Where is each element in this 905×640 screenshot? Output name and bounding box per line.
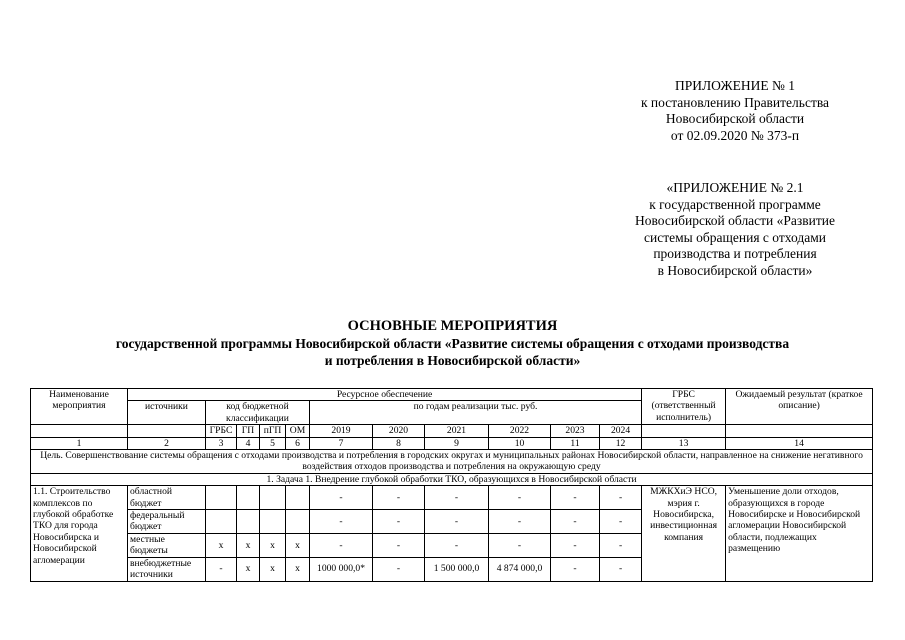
budget-code-cell	[286, 510, 310, 534]
appendix-1-line: от 02.09.2020 № 373-п	[670, 127, 800, 143]
column-number: 3	[206, 437, 237, 449]
appendix-1-line: Новосибирской области	[665, 111, 805, 126]
column-number: 6	[286, 437, 310, 449]
header-code-om: ОМ	[286, 425, 310, 437]
amount-cell: -	[600, 557, 642, 581]
budget-code-cell: х	[286, 533, 310, 557]
activity-executor: МЖКХиЭ НСО, мэрия г. Новосибирска, инвестиционная компания	[642, 486, 726, 581]
column-number: 1	[31, 437, 128, 449]
header-result: Ожидаемый результат (краткое описание)	[726, 389, 873, 425]
amount-cell: -	[551, 533, 600, 557]
appendix-1-line: к постановлению Правительства	[640, 94, 830, 110]
document-title	[40, 318, 865, 369]
appendix-1-header	[600, 78, 870, 144]
header-by-years: по годам реализации тыс. руб.	[310, 401, 642, 425]
task-row	[31, 473, 873, 485]
amount-cell: -	[310, 510, 373, 534]
budget-code-cell: -	[206, 557, 237, 581]
budget-code-cell: х	[206, 533, 237, 557]
amount-cell: -	[600, 533, 642, 557]
column-number: 7	[310, 437, 373, 449]
budget-code-cell: х	[237, 557, 260, 581]
amount-cell: -	[489, 510, 551, 534]
amount-cell: 1 500 000,0	[425, 557, 489, 581]
amount-cell: -	[551, 486, 600, 510]
budget-code-cell: х	[286, 557, 310, 581]
budget-code-cell	[286, 486, 310, 510]
budget-code-cell: х	[237, 533, 260, 557]
header-code-pgp: пГП	[260, 425, 286, 437]
goal-text: Цель. Совершенствование системы обращения с отходами производства и потребления в городских округах и муниципальных районах Новосибирской области, направленное на снижение негативного воздействия отходов производства и потребления на окружающую среду	[31, 450, 873, 474]
title-sub-line-1: государственной программы Новосибирской области «Развитие системы обращения с отходами производства	[115, 336, 790, 351]
header-code-grbs: ГРБС	[206, 425, 237, 437]
header-blank	[642, 425, 726, 437]
activity-name: 1.1. Строительство комплексов по глубокой обработке ТКО для города Новосибирска и Новосибирской агломерации	[31, 486, 128, 581]
column-number: 14	[726, 437, 873, 449]
header-budget-code: код бюджетной классификации	[206, 401, 310, 425]
amount-cell: -	[600, 486, 642, 510]
amount-cell: -	[373, 557, 425, 581]
header-blank	[726, 425, 873, 437]
column-number: 9	[425, 437, 489, 449]
appendix-2-line: производства и потребления	[653, 246, 817, 261]
column-number: 8	[373, 437, 425, 449]
amount-cell: -	[425, 533, 489, 557]
column-number: 11	[551, 437, 600, 449]
amount-cell: -	[600, 510, 642, 534]
column-numbers-row	[31, 437, 873, 449]
amount-cell: -	[551, 510, 600, 534]
header-row-1	[31, 389, 873, 401]
funding-source: местные бюджеты	[128, 533, 206, 557]
amount-cell: -	[310, 533, 373, 557]
appendix-2-line: Новосибирской области «Развитие	[635, 213, 835, 228]
column-number: 13	[642, 437, 726, 449]
activities-table	[30, 388, 873, 582]
header-blank	[31, 425, 128, 437]
header-code-gp: ГП	[237, 425, 260, 437]
amount-cell: -	[551, 557, 600, 581]
header-year: 2019	[310, 425, 373, 437]
appendix-2-line: системы обращения с отходами	[644, 229, 826, 245]
header-year: 2023	[551, 425, 600, 437]
budget-code-cell: х	[260, 557, 286, 581]
header-year: 2020	[373, 425, 425, 437]
column-number: 5	[260, 437, 286, 449]
amount-cell: -	[425, 510, 489, 534]
header-activity-name: Наименование мероприятия	[31, 389, 128, 425]
task-text: 1. Задача 1. Внедрение глубокой обработки ТКО, образующихся в Новосибирской области	[31, 473, 873, 485]
funding-source: областной бюджет	[128, 486, 206, 510]
amount-cell: -	[489, 533, 551, 557]
goal-row	[31, 450, 873, 474]
appendix-2-line: «ПРИЛОЖЕНИЕ № 2.1	[666, 180, 804, 195]
column-number: 2	[128, 437, 206, 449]
appendix-2-line: к государственной программе	[649, 196, 821, 212]
header-sources: источники	[128, 401, 206, 425]
budget-code-cell: х	[260, 533, 286, 557]
budget-code-cell	[237, 486, 260, 510]
amount-cell: -	[310, 486, 373, 510]
amount-cell: 4 874 000,0	[489, 557, 551, 581]
budget-code-cell	[237, 510, 260, 534]
header-row-4	[31, 425, 873, 437]
header-year: 2024	[600, 425, 642, 437]
header-year: 2021	[425, 425, 489, 437]
column-number: 12	[600, 437, 642, 449]
amount-cell: -	[489, 486, 551, 510]
title-sub-line-2: и потребления в Новосибирской области»	[324, 353, 581, 368]
column-number: 10	[489, 437, 551, 449]
header-blank	[128, 425, 206, 437]
appendix-1-line: ПРИЛОЖЕНИЕ № 1	[674, 78, 796, 93]
funding-row	[31, 486, 873, 510]
header-resources: Ресурсное обеспечение	[128, 389, 642, 401]
amount-cell: -	[373, 533, 425, 557]
appendix-2-header	[600, 180, 870, 279]
amount-cell: -	[425, 486, 489, 510]
title-main: ОСНОВНЫЕ МЕРОПРИЯТИЯ	[347, 318, 558, 334]
funding-source: федеральный бюджет	[128, 510, 206, 534]
appendix-2-line: в Новосибирской области»	[657, 262, 813, 278]
funding-source: внебюджетные источники	[128, 557, 206, 581]
activity-result: Уменьшение доли отходов, образующихся в городе Новосибирске и Новосибирской агломерации Новосибирской области, подлежащих размещению	[726, 486, 873, 581]
header-year: 2022	[489, 425, 551, 437]
amount-cell: -	[373, 510, 425, 534]
header-grbs: ГРБС (ответственный исполнитель)	[642, 389, 726, 425]
column-number: 4	[237, 437, 260, 449]
budget-code-cell	[260, 510, 286, 534]
amount-cell: 1000 000,0*	[310, 557, 373, 581]
budget-code-cell	[206, 510, 237, 534]
budget-code-cell	[260, 486, 286, 510]
budget-code-cell	[206, 486, 237, 510]
amount-cell: -	[373, 486, 425, 510]
